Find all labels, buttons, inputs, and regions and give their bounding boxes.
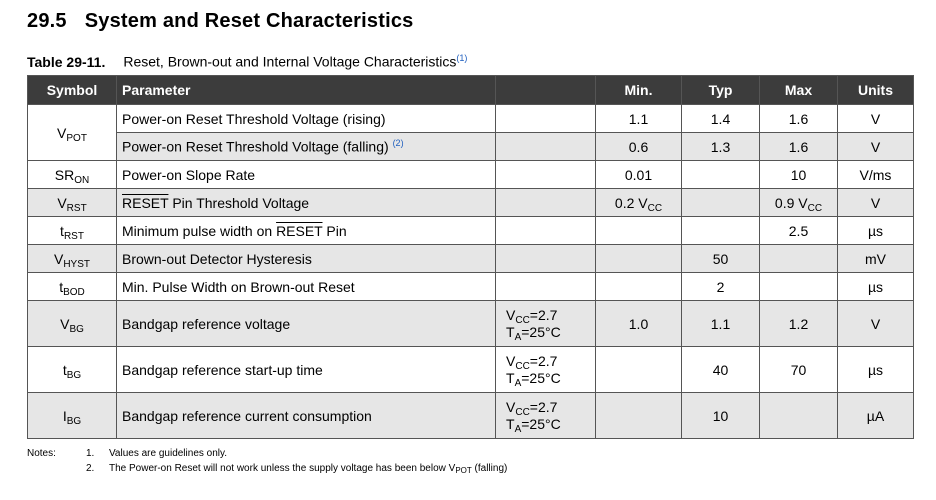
units-cell: µA xyxy=(838,393,914,439)
section-heading xyxy=(27,10,414,33)
reset-signal-name: RESET xyxy=(276,222,323,239)
max-cell: 10 xyxy=(760,161,838,189)
parameter-cell: Power-on Slope Rate xyxy=(117,161,496,189)
header-symbol: Symbol xyxy=(28,76,117,105)
header-min: Min. xyxy=(596,76,682,105)
header-max: Max xyxy=(760,76,838,105)
units-cell: µs xyxy=(838,347,914,393)
condition-cell xyxy=(496,217,596,245)
min-cell: 1.1 xyxy=(596,105,682,133)
table-row xyxy=(28,301,914,347)
min-cell: 0.6 xyxy=(596,133,682,161)
header-parameter: Parameter xyxy=(117,76,496,105)
min-cell: 0.2 $V_{CC}$ xyxy=(596,189,682,217)
table-row xyxy=(28,161,914,189)
units-cell: µs xyxy=(838,273,914,301)
symbol-cell: $I_{BG}$ xyxy=(28,393,117,439)
typ-cell: 1.1 xyxy=(682,301,760,347)
symbol-cell: $V_{HYST}$ xyxy=(28,245,117,273)
units-cell: V xyxy=(838,133,914,161)
header-units: Units xyxy=(838,76,914,105)
max-cell: 1.6 xyxy=(760,133,838,161)
header-typ: Typ xyxy=(682,76,760,105)
table-row xyxy=(28,245,914,273)
parameter-cell: Min. Pulse Width on Brown-out Reset xyxy=(117,273,496,301)
typ-cell xyxy=(682,161,760,189)
condition-cell xyxy=(496,273,596,301)
condition-cell: $V_{CC}=2.7$ $T_A=25^\circ C$ xyxy=(496,347,596,393)
parameter-cell: Bandgap reference current consumption xyxy=(117,393,496,439)
table-caption-footnote-link[interactable]: (1) xyxy=(456,53,468,63)
typ-cell: 2 xyxy=(682,273,760,301)
section-title: System and Reset Characteristics xyxy=(84,10,414,32)
table-row xyxy=(28,133,914,161)
condition-cell xyxy=(496,105,596,133)
parameter-cell: Power-on Reset Threshold Voltage (rising) xyxy=(117,105,496,133)
min-cell xyxy=(596,347,682,393)
symbol-cell: $SR_{ON}$ xyxy=(28,161,117,189)
note-2: 2. The Power-on Reset will not work unless the supply voltage has been below $V_{POT}$ (falling) xyxy=(86,463,508,475)
typ-cell xyxy=(682,217,760,245)
footnote-link[interactable]: (2) xyxy=(392,138,404,149)
max-cell xyxy=(760,245,838,273)
condition-cell: $V_{CC}=2.7$ $T_A=25^\circ C$ xyxy=(496,301,596,347)
symbol-cell: $t_{BG}$ xyxy=(28,347,117,393)
header-condition xyxy=(496,76,596,105)
note-1: 1. Values are guidelines only. xyxy=(86,448,228,459)
typ-cell xyxy=(682,189,760,217)
typ-cell: 40 xyxy=(682,347,760,393)
parameter-cell: Brown-out Detector Hysteresis xyxy=(117,245,496,273)
table-caption-text: Reset, Brown-out and Internal Voltage Characteristics xyxy=(123,53,457,70)
table-header-row xyxy=(28,76,914,105)
units-cell: V xyxy=(838,189,914,217)
min-cell: 0.01 xyxy=(596,161,682,189)
units-cell: V/ms xyxy=(838,161,914,189)
table-row xyxy=(28,217,914,245)
max-cell: 1.2 xyxy=(760,301,838,347)
symbol-cell: $V_{BG}$ xyxy=(28,301,117,347)
units-cell: V xyxy=(838,105,914,133)
typ-cell: 10 xyxy=(682,393,760,439)
typ-cell: 1.3 xyxy=(682,133,760,161)
symbol-cell: $t_{BOD}$ xyxy=(28,273,117,301)
min-cell xyxy=(596,217,682,245)
table-row xyxy=(28,347,914,393)
reset-signal-name: RESET xyxy=(122,194,169,211)
notes-label: Notes: xyxy=(27,448,56,459)
max-cell xyxy=(760,393,838,439)
min-cell xyxy=(596,273,682,301)
max-cell: 2.5 xyxy=(760,217,838,245)
condition-cell: $V_{CC}=2.7$ $T_A=25^\circ C$ xyxy=(496,393,596,439)
table-caption xyxy=(27,53,467,70)
parameter-cell: Bandgap reference start-up time xyxy=(117,347,496,393)
condition-cell xyxy=(496,133,596,161)
table-row xyxy=(28,393,914,439)
characteristics-table xyxy=(27,75,914,439)
table-row xyxy=(28,189,914,217)
typ-cell: 50 xyxy=(682,245,760,273)
parameter-cell: Bandgap reference voltage xyxy=(117,301,496,347)
section-number: 29.5 xyxy=(27,10,67,32)
units-cell: µs xyxy=(838,217,914,245)
table-row xyxy=(28,105,914,133)
min-cell: 1.0 xyxy=(596,301,682,347)
max-cell: 0.9 $V_{CC}$ xyxy=(760,189,838,217)
parameter-cell: Power-on Reset Threshold Voltage (falling) $^{(2)}$ xyxy=(117,133,496,161)
condition-cell xyxy=(496,245,596,273)
parameter-cell: RESET Pin Threshold Voltage xyxy=(117,189,496,217)
max-cell: 70 xyxy=(760,347,838,393)
units-cell: V xyxy=(838,301,914,347)
condition-cell xyxy=(496,189,596,217)
parameter-cell: Minimum pulse width on RESET Pin xyxy=(117,217,496,245)
table-caption-label: Table 29-11. xyxy=(27,53,106,70)
symbol-cell: $V_{RST}$ xyxy=(28,189,117,217)
table-row xyxy=(28,273,914,301)
typ-cell: 1.4 xyxy=(682,105,760,133)
units-cell: mV xyxy=(838,245,914,273)
max-cell: 1.6 xyxy=(760,105,838,133)
min-cell xyxy=(596,393,682,439)
max-cell xyxy=(760,273,838,301)
symbol-cell: $V_{POT}$ xyxy=(28,105,117,161)
min-cell xyxy=(596,245,682,273)
symbol-cell: $t_{RST}$ xyxy=(28,217,117,245)
condition-cell xyxy=(496,161,596,189)
